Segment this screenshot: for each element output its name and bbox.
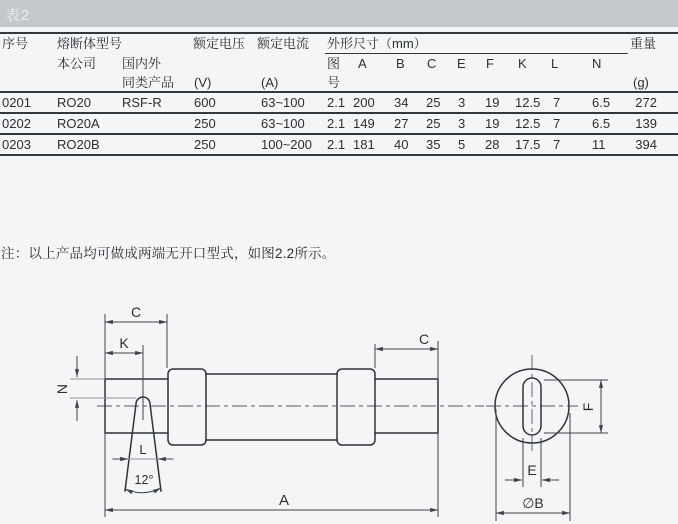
- header-voltage-unit: (V): [194, 75, 212, 90]
- dim-label-n: N: [54, 383, 70, 395]
- cell-dim-a: 200: [353, 95, 375, 110]
- dim-a: [105, 492, 438, 510]
- cell-dim-k: 17.5: [515, 137, 541, 152]
- note-text: 注：以上产品均可做成两端无开口型式，如图2.2所示。: [1, 246, 336, 261]
- dim-k: [105, 335, 143, 420]
- cell-model: RO20A: [57, 116, 100, 131]
- dim-label-c-right: C: [418, 331, 430, 347]
- table-row: [0, 135, 678, 154]
- cell-dim-n: 11: [592, 137, 606, 152]
- cell-weight: 272: [635, 95, 657, 110]
- cell-dim-l: 7: [553, 116, 561, 131]
- cell-dim-b: 34: [394, 95, 409, 110]
- header-dim-b: B: [396, 56, 405, 71]
- cell-dim-c: 35: [426, 137, 441, 152]
- header-serial: 序号: [2, 36, 29, 51]
- header-current-unit: (A): [261, 75, 279, 90]
- cell-similar: [120, 114, 191, 133]
- cell-dim-c: 25: [426, 116, 441, 131]
- cell-voltage: 250: [194, 116, 216, 131]
- cell-fig: 2.1: [327, 116, 346, 131]
- header-rated-voltage: 额定电压: [193, 36, 246, 51]
- cell-dim-a: 149: [353, 116, 375, 131]
- header-dim-k: K: [518, 56, 527, 71]
- cell-dim-e: 5: [458, 137, 466, 152]
- cell-model: RO20: [57, 95, 91, 110]
- table-row: [0, 114, 678, 133]
- header-similar-products: 同类产品: [122, 75, 175, 90]
- dim-label-b: ∅B: [522, 495, 544, 511]
- cell-weight: 394: [635, 137, 657, 152]
- cell-dim-f: 19: [485, 116, 500, 131]
- dim-label-k: K: [119, 335, 129, 351]
- cell-model: RO20B: [57, 137, 100, 152]
- fuse-dimension-drawing: [0, 294, 678, 524]
- header-fig-char1: 图: [327, 56, 341, 71]
- fuse-side-view: [105, 369, 438, 491]
- cell-voltage: 600: [194, 95, 216, 110]
- cell-similar: [120, 135, 191, 154]
- cell-dim-k: 12.5: [515, 95, 541, 110]
- cell-dim-k: 12.5: [515, 116, 541, 131]
- dim-f: [544, 380, 608, 433]
- cell-dim-n: 6.5: [592, 95, 611, 110]
- header-our-company: 本公司: [57, 56, 97, 71]
- cell-fig: 2.1: [327, 137, 346, 152]
- header-rated-current: 额定电流: [257, 36, 310, 51]
- cell-similar: RSF-R: [122, 95, 162, 110]
- table-rule-top: [0, 32, 678, 34]
- header-dim-e: E: [457, 56, 466, 71]
- dim-label-angle: 12°: [134, 473, 154, 487]
- cell-voltage: 250: [194, 137, 216, 152]
- cell-dim-f: 19: [485, 95, 500, 110]
- header-dim-a: A: [358, 56, 367, 71]
- cell-dim-l: 7: [553, 137, 561, 152]
- cell-dim-e: 3: [458, 116, 466, 131]
- header-dim-n: N: [592, 56, 602, 71]
- cell-serial: 0203: [2, 137, 31, 152]
- cell-dim-b: 40: [394, 137, 409, 152]
- cell-current: 100~200: [261, 137, 312, 152]
- dim-label-e: E: [527, 462, 537, 478]
- table-banner: [0, 0, 678, 27]
- header-dim-f: F: [486, 56, 494, 71]
- table-row: [0, 93, 678, 112]
- dim-label-a: A: [278, 492, 290, 509]
- cell-dim-a: 181: [353, 137, 375, 152]
- cell-dim-e: 3: [458, 95, 466, 110]
- table-banner-label: 表2: [5, 7, 31, 24]
- header-fuse-model: 熔断体型号: [57, 36, 123, 51]
- dim-label-f: F: [580, 402, 596, 412]
- dim-l-angle: [112, 442, 174, 493]
- header-fig-char2: 号: [327, 75, 341, 90]
- cell-dim-b: 27: [394, 116, 409, 131]
- table-rule-dimensions-span: [325, 53, 628, 54]
- header-dimensions: 外形尺寸（mm）: [327, 36, 427, 51]
- dim-c-right: [375, 331, 438, 517]
- cell-serial: 0202: [2, 116, 31, 131]
- cell-fig: 2.1: [327, 95, 346, 110]
- cell-dim-n: 6.5: [592, 116, 611, 131]
- cell-dim-c: 25: [426, 95, 441, 110]
- header-weight-unit: (g): [633, 75, 649, 90]
- cell-dim-l: 7: [553, 95, 561, 110]
- header-weight: 重量: [630, 36, 657, 51]
- dim-n: [54, 356, 136, 421]
- cell-serial: 0201: [2, 95, 31, 110]
- cell-weight: 139: [635, 116, 657, 131]
- cell-dim-f: 28: [485, 137, 500, 152]
- cell-current: 63~100: [261, 116, 305, 131]
- table-rule-bottom: [0, 154, 678, 156]
- dim-label-c-left: C: [130, 304, 142, 320]
- header-dim-l: L: [551, 56, 559, 71]
- cell-current: 63~100: [261, 95, 305, 110]
- dim-label-l: L: [139, 442, 147, 457]
- header-dim-c: C: [427, 56, 437, 71]
- header-domestic-foreign: 国内外: [122, 56, 162, 71]
